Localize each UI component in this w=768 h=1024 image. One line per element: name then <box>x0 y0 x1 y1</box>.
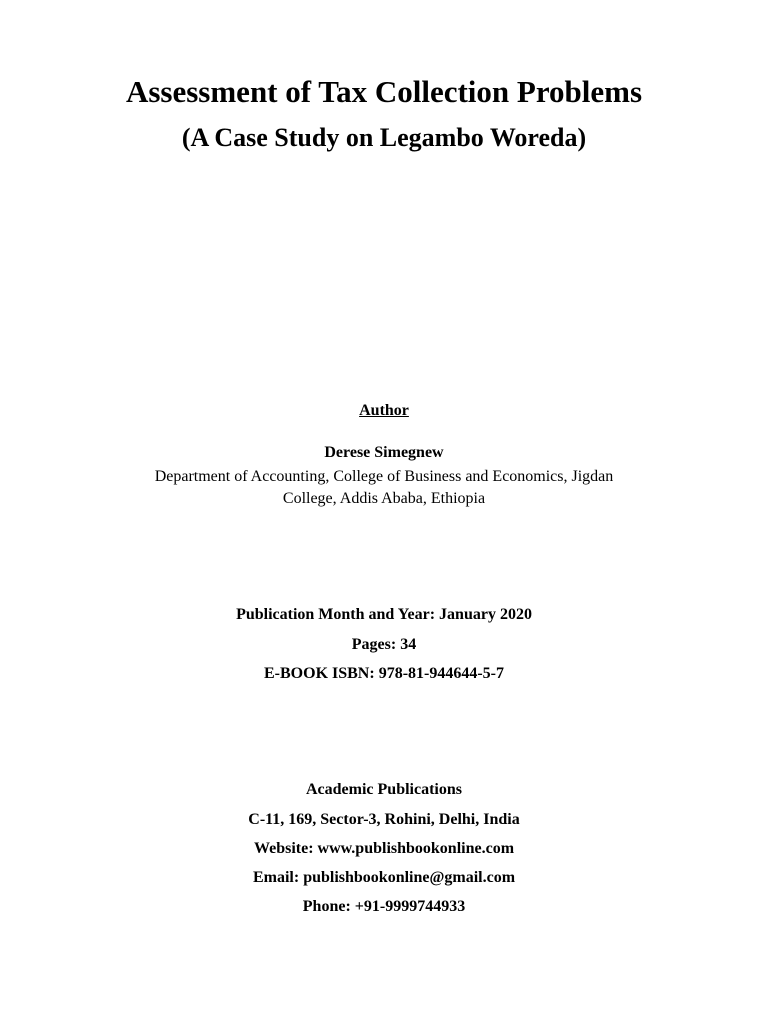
publisher-name: Academic Publications <box>306 781 462 798</box>
document-title: Assessment of Tax Collection Problems <box>125 74 643 109</box>
affiliation-line-2: College, Addis Ababa, Ethiopia <box>282 490 486 507</box>
publisher-email: Email: publishbookonline@gmail.com <box>252 869 516 886</box>
author-heading: Author <box>359 402 409 419</box>
affiliation-line-1: Department of Accounting, College of Business and Economics, Jigdan <box>154 468 614 485</box>
publisher-website: Website: www.publishbookonline.com <box>253 840 515 857</box>
publication-pages: Pages: 34 <box>351 636 417 653</box>
author-name: Derese Simegnew <box>324 444 444 461</box>
author-affiliation <box>0 466 768 510</box>
publication-isbn: E-BOOK ISBN: 978-81-944644-5-7 <box>264 665 504 682</box>
document-subtitle: (A Case Study on Legambo Woreda) <box>181 123 587 152</box>
publisher-phone: Phone: +91-9999744933 <box>302 898 466 915</box>
publication-date: Publication Month and Year: January 2020 <box>236 606 532 623</box>
publisher-address: C-11, 169, Sector-3, Rohini, Delhi, India <box>248 811 520 828</box>
